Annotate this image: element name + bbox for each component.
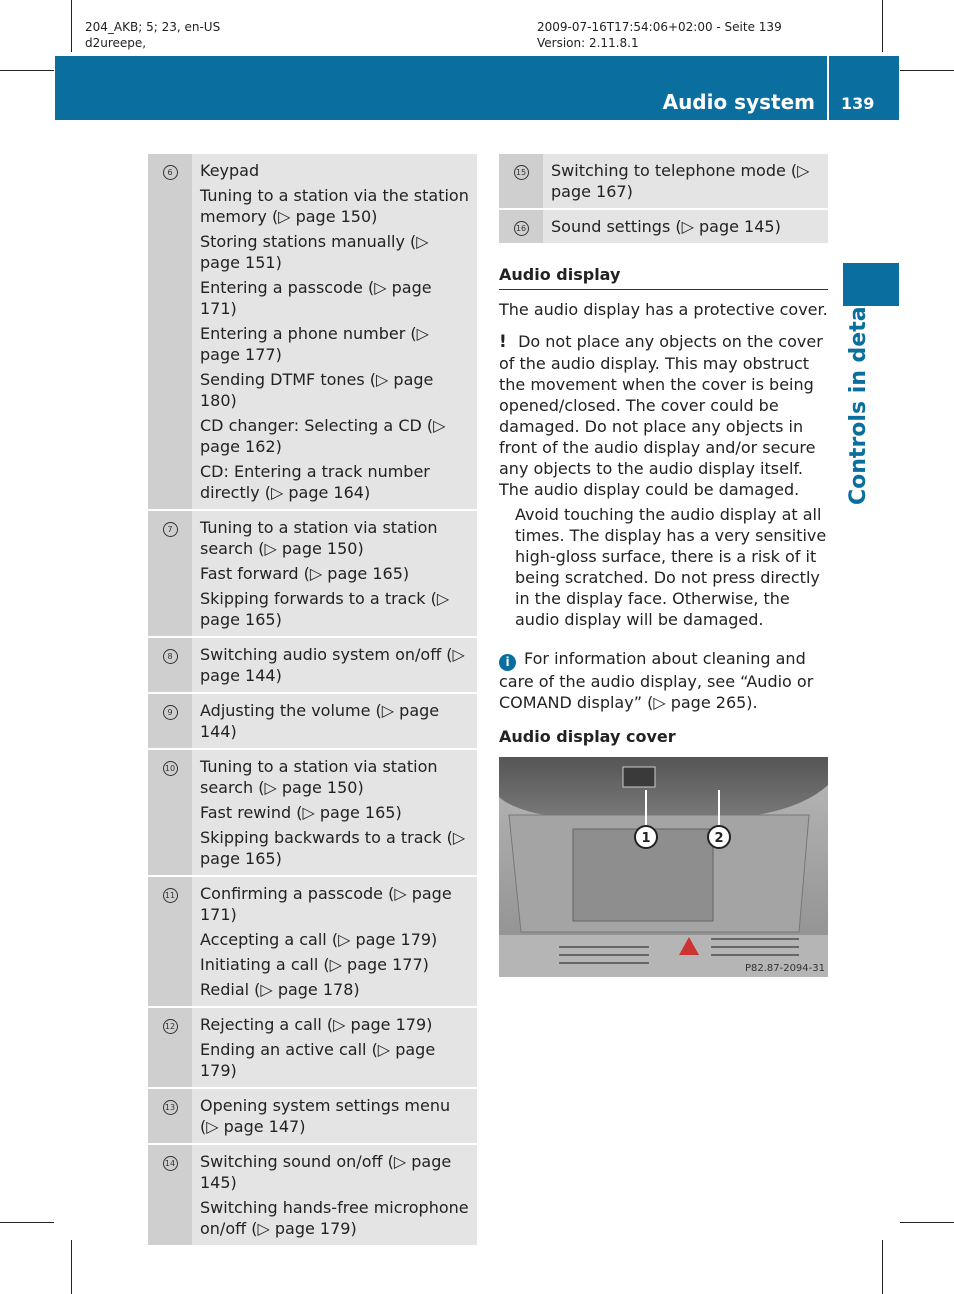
key-number-icon: 7 <box>163 522 178 537</box>
print-meta-left <box>85 19 220 51</box>
function-line: Entering a phone number (▷ page 177) <box>200 324 429 364</box>
function-line: Rejecting a call (▷ page 179) <box>200 1015 433 1034</box>
audio-display-intro: The audio display has a protective cover. <box>499 300 828 319</box>
info-block <box>499 648 828 713</box>
function-line: Sending DTMF tones (▷ page 180) <box>200 370 434 410</box>
function-line: Fast rewind (▷ page 165) <box>200 803 402 822</box>
function-description-cell <box>192 1144 477 1245</box>
key-number-icon: 12 <box>163 1019 178 1034</box>
right-table-row <box>499 154 828 209</box>
function-description-cell <box>192 749 477 876</box>
function-line: Keypad <box>200 161 260 180</box>
function-line: Tuning to a station via station search (▷ page 150) <box>200 757 438 797</box>
left-table-row <box>148 1007 477 1088</box>
key-number-icon: 6 <box>163 165 178 180</box>
key-number-icon: 15 <box>514 165 529 180</box>
meta-right-line1: 2009-07-16T17:54:06+02:00 - Seite 139 <box>537 20 782 34</box>
function-line: Tuning to a station via the station memory (▷ page 150) <box>200 186 469 226</box>
side-tab <box>838 291 898 510</box>
crop-mark <box>882 0 883 52</box>
function-line: Switching hands-free microphone on/off (▷ page 179) <box>200 1198 469 1238</box>
key-number-cell <box>148 749 192 876</box>
key-number-icon: 9 <box>163 705 178 720</box>
function-line: CD changer: Selecting a CD (▷ page 162) <box>200 416 446 456</box>
key-number-icon: 10 <box>163 761 178 776</box>
left-table-row <box>148 1144 477 1245</box>
key-number-cell <box>148 637 192 693</box>
function-description-cell <box>192 693 477 749</box>
header-bar <box>55 56 899 120</box>
function-line: Skipping backwards to a track (▷ page 165) <box>200 828 466 868</box>
key-number-icon: 16 <box>514 221 529 236</box>
function-line: CD: Entering a track number directly (▷ page 164) <box>200 462 430 502</box>
left-table-row <box>148 693 477 749</box>
function-description-cell <box>192 1007 477 1088</box>
key-number-icon: 14 <box>163 1156 178 1171</box>
function-description-cell <box>192 510 477 637</box>
key-number-cell <box>148 876 192 1007</box>
function-line: Switching audio system on/off (▷ page 144) <box>200 645 465 685</box>
warning-paragraph-2: Avoid touching the audio display at all times. The display has a very sensitive high-gloss surface, there is a risk of it being scratched. Do not press directly in the display face. Otherwise, the audio display will be damaged. <box>515 505 827 629</box>
crop-mark <box>71 0 72 52</box>
print-meta-right <box>537 19 782 51</box>
crop-mark <box>71 1240 72 1294</box>
function-line: Ending an active call (▷ page 179) <box>200 1040 436 1080</box>
dashboard-illustration <box>499 757 828 977</box>
function-line: Tuning to a station via station search (▷ page 150) <box>200 518 438 558</box>
key-number-cell <box>148 1007 192 1088</box>
header-divider <box>827 56 829 120</box>
meta-right-line2: Version: 2.11.8.1 <box>537 36 639 50</box>
function-line: Switching to telephone mode (▷ page 167) <box>551 161 810 201</box>
crop-mark <box>900 70 954 71</box>
key-number-cell <box>148 154 192 510</box>
function-line: Opening system settings menu (▷ page 147) <box>200 1096 451 1136</box>
key-number-cell <box>148 510 192 637</box>
audio-display-cover-heading: Audio display cover <box>499 727 676 746</box>
key-number-cell <box>499 154 543 209</box>
audio-display-section <box>499 264 828 747</box>
page-number: 139 <box>841 94 875 113</box>
left-table-row <box>148 510 477 637</box>
function-line: Adjusting the volume (▷ page 144) <box>200 701 440 741</box>
crop-mark <box>900 1222 954 1223</box>
section-title: Audio system <box>662 90 815 114</box>
key-number-cell <box>148 1144 192 1245</box>
function-line: Skipping forwards to a track (▷ page 165) <box>200 589 450 629</box>
meta-left-line1: 204_AKB; 5; 23, en-US <box>85 20 221 34</box>
function-line: Entering a passcode (▷ page 171) <box>200 278 432 318</box>
key-number-icon: 8 <box>163 649 178 664</box>
function-line: Sound settings (▷ page 145) <box>551 217 781 236</box>
function-table-right <box>499 154 828 243</box>
left-table-row <box>148 749 477 876</box>
function-line: Fast forward (▷ page 165) <box>200 564 410 583</box>
callout-2-label: 2 <box>714 831 724 846</box>
function-description-cell <box>192 637 477 693</box>
warning-paragraph-1: Do not place any objects on the cover of the audio display. This may obstruct the movement when the cover is being opened/closed. The cover could be damaged. Do not place any objects in front of the audio display and/or secure any objects to the audio display itself. The audio display could be damaged. <box>499 332 823 499</box>
callout-1-label: 1 <box>641 831 651 846</box>
audio-display-heading: Audio display <box>499 264 828 290</box>
left-table-row <box>148 637 477 693</box>
function-description-cell <box>192 1088 477 1144</box>
left-table-row <box>148 1088 477 1144</box>
function-description-cell <box>192 154 477 510</box>
info-icon: i <box>499 654 516 671</box>
key-number-cell <box>148 693 192 749</box>
side-tab-label: Controls in detail <box>846 291 871 505</box>
function-line: Switching sound on/off (▷ page 145) <box>200 1152 452 1192</box>
right-table-row <box>499 209 828 243</box>
key-number-cell <box>148 1088 192 1144</box>
key-number-icon: 13 <box>163 1100 178 1115</box>
meta-left-line2: d2ureepe, <box>85 36 147 50</box>
key-number-icon: 11 <box>163 888 178 903</box>
crop-mark <box>882 1240 883 1294</box>
function-line: Accepting a call (▷ page 179) <box>200 930 438 949</box>
warning-block <box>499 331 828 630</box>
crop-mark <box>0 1222 54 1223</box>
left-table-row <box>148 876 477 1007</box>
key-number-cell <box>499 209 543 243</box>
info-text: For information about cleaning and care of the audio display, see “Audio or COMAND display” (▷ page 265). <box>499 649 814 712</box>
function-line: Confirming a passcode (▷ page 171) <box>200 884 452 924</box>
function-line: Initiating a call (▷ page 177) <box>200 955 429 974</box>
function-line: Redial (▷ page 178) <box>200 980 360 999</box>
function-description-cell <box>543 209 828 243</box>
function-description-cell <box>192 876 477 1007</box>
crop-mark <box>0 70 54 71</box>
figure-code: P82.87-2094-31 <box>744 963 825 974</box>
function-description-cell <box>543 154 828 209</box>
function-table-left <box>148 154 477 1245</box>
function-line: Storing stations manually (▷ page 151) <box>200 232 429 272</box>
warning-icon: ! <box>499 332 507 352</box>
audio-display-cover-photo <box>499 757 828 977</box>
left-table-row <box>148 154 477 510</box>
